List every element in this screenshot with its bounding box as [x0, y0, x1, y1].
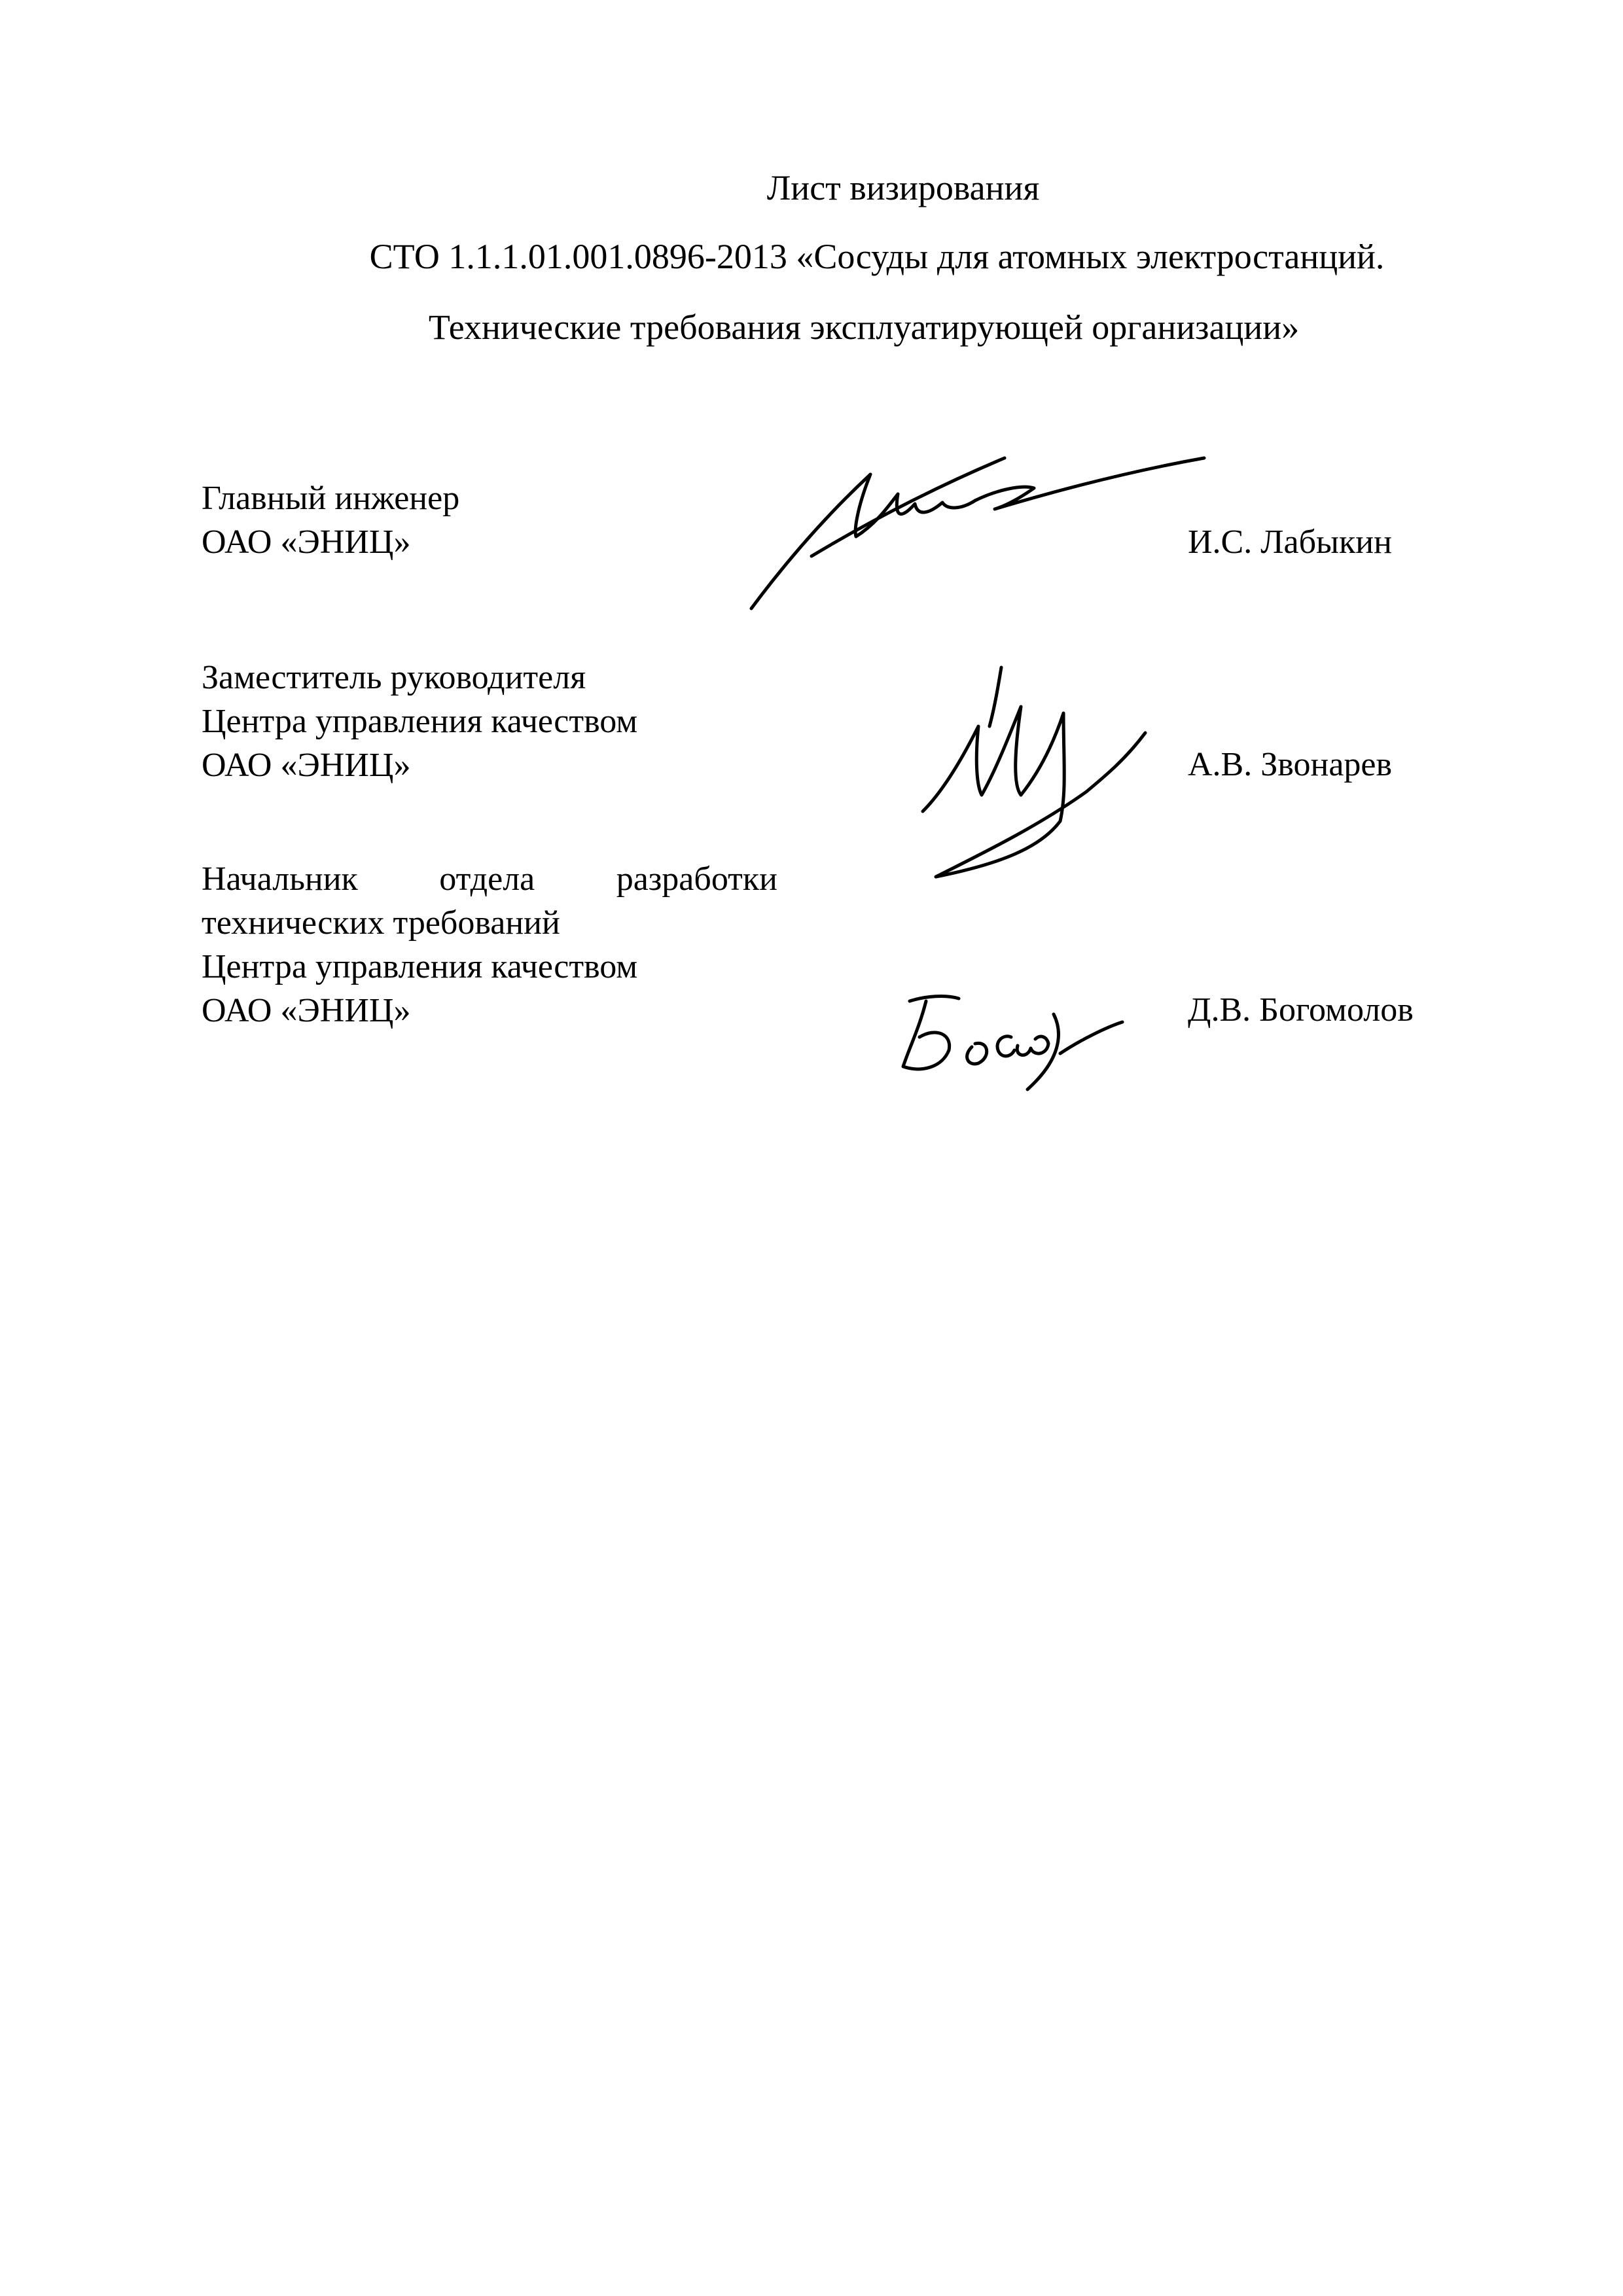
- signatory-2-role: [202, 656, 791, 787]
- role-word: разработки: [616, 860, 777, 898]
- signatory-1-role: [202, 476, 791, 564]
- signatory-1-name: И.С. Лабыкин: [1188, 523, 1392, 561]
- signatory-3-name: Д.В. Богомолов: [1188, 991, 1414, 1029]
- role-line: ОАО «ЭНИЦ»: [202, 992, 411, 1029]
- role-line: Центра управления качеством: [202, 948, 638, 985]
- signatory-3-role: [202, 857, 791, 1033]
- role-line: Заместитель руководителя: [202, 659, 586, 696]
- role-line: ОАО «ЭНИЦ»: [202, 523, 411, 561]
- role-line: технических требований: [202, 904, 560, 942]
- page-title: Лист визирования: [766, 168, 1040, 207]
- role-line: ОАО «ЭНИЦ»: [202, 747, 411, 784]
- role-line: Центра управления качеством: [202, 703, 638, 740]
- signatory-2-name: А.В. Звонарев: [1188, 746, 1393, 783]
- role-first-line: [202, 857, 777, 901]
- signature-3: [897, 975, 1132, 1093]
- role-word: отдела: [439, 860, 535, 898]
- document-subtitle: Технические требования эксплуатирующей организации»: [428, 308, 1300, 347]
- document-code: СТО 1.1.1.01.001.0896-2013 «Сосуды для атомных электростанций.: [369, 237, 1385, 276]
- role-word: Начальник: [202, 860, 358, 898]
- signature-1: [746, 445, 1243, 615]
- signature-2: [910, 661, 1158, 883]
- role-line: Главный инженер: [202, 480, 460, 517]
